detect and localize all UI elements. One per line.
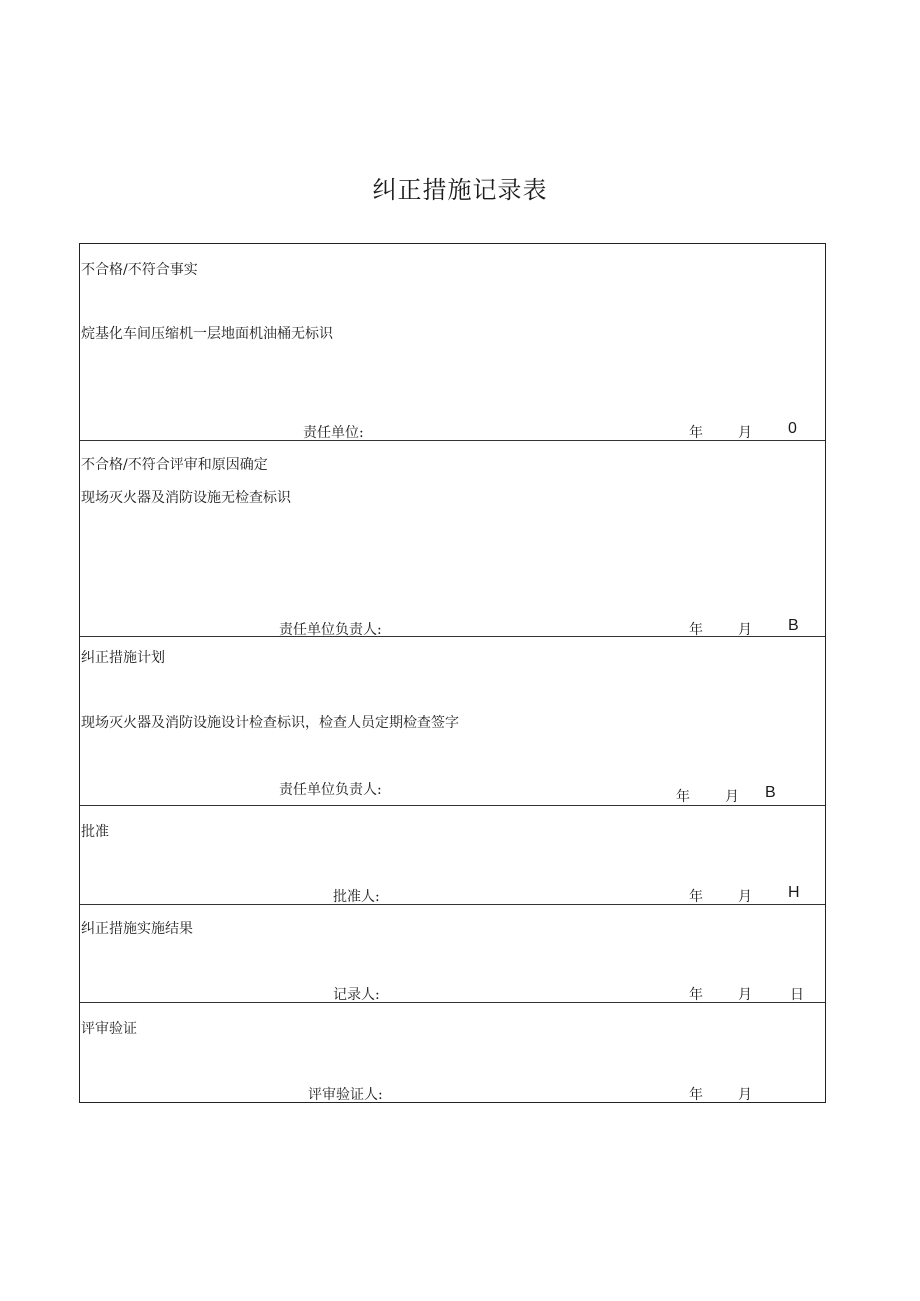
section-approval <box>80 806 825 905</box>
month-label: 月 <box>738 1087 752 1103</box>
year-label: 年 <box>689 622 703 638</box>
signer-label: 责任单位负责人: <box>279 622 382 638</box>
section-label: 不合格/不符合事实 <box>81 262 198 278</box>
day-label: 日 <box>790 987 804 1003</box>
year-label: 年 <box>689 889 703 905</box>
month-label: 月 <box>725 789 739 805</box>
month-label: 月 <box>738 425 752 441</box>
year-label: 年 <box>689 1087 703 1103</box>
day-label: H <box>788 884 800 901</box>
section-implementation-result <box>80 905 825 1003</box>
page-title: 纠正措施记录表 <box>372 176 548 204</box>
section-label: 不合格/不符合评审和原因确定 <box>81 457 268 473</box>
section-label: 批准 <box>81 824 109 840</box>
section-label: 纠正措施计划 <box>81 650 165 666</box>
day-label: B <box>765 784 776 801</box>
section-nonconformity-fact <box>80 244 825 441</box>
month-label: 月 <box>738 889 752 905</box>
year-label: 年 <box>689 987 703 1003</box>
section-corrective-plan <box>80 637 825 806</box>
year-label: 年 <box>689 425 703 441</box>
signer-label: 评审验证人: <box>308 1087 383 1103</box>
corrective-action-form <box>79 243 826 1103</box>
section-content: 现场灭火器及消防设施设计检查标识，检查人员定期检查签字 <box>81 715 459 731</box>
month-label: 月 <box>738 622 752 638</box>
section-label: 纠正措施实施结果 <box>81 921 193 937</box>
month-label: 月 <box>738 987 752 1003</box>
section-review-verification <box>80 1003 825 1102</box>
signer-label: 责任单位: <box>303 425 364 441</box>
signer-label: 批准人: <box>333 889 380 905</box>
section-label: 评审验证 <box>81 1021 137 1037</box>
year-label: 年 <box>676 789 690 805</box>
section-review-and-cause <box>80 441 825 637</box>
section-content: 烷基化车间压缩机一层地面机油桶无标识 <box>81 326 333 342</box>
day-label: 0 <box>788 420 797 437</box>
section-content: 现场灭火器及消防设施无检查标识 <box>81 490 291 506</box>
signer-label: 责任单位负责人: <box>279 782 382 798</box>
signer-label: 记录人: <box>333 987 380 1003</box>
day-label: B <box>788 617 799 634</box>
